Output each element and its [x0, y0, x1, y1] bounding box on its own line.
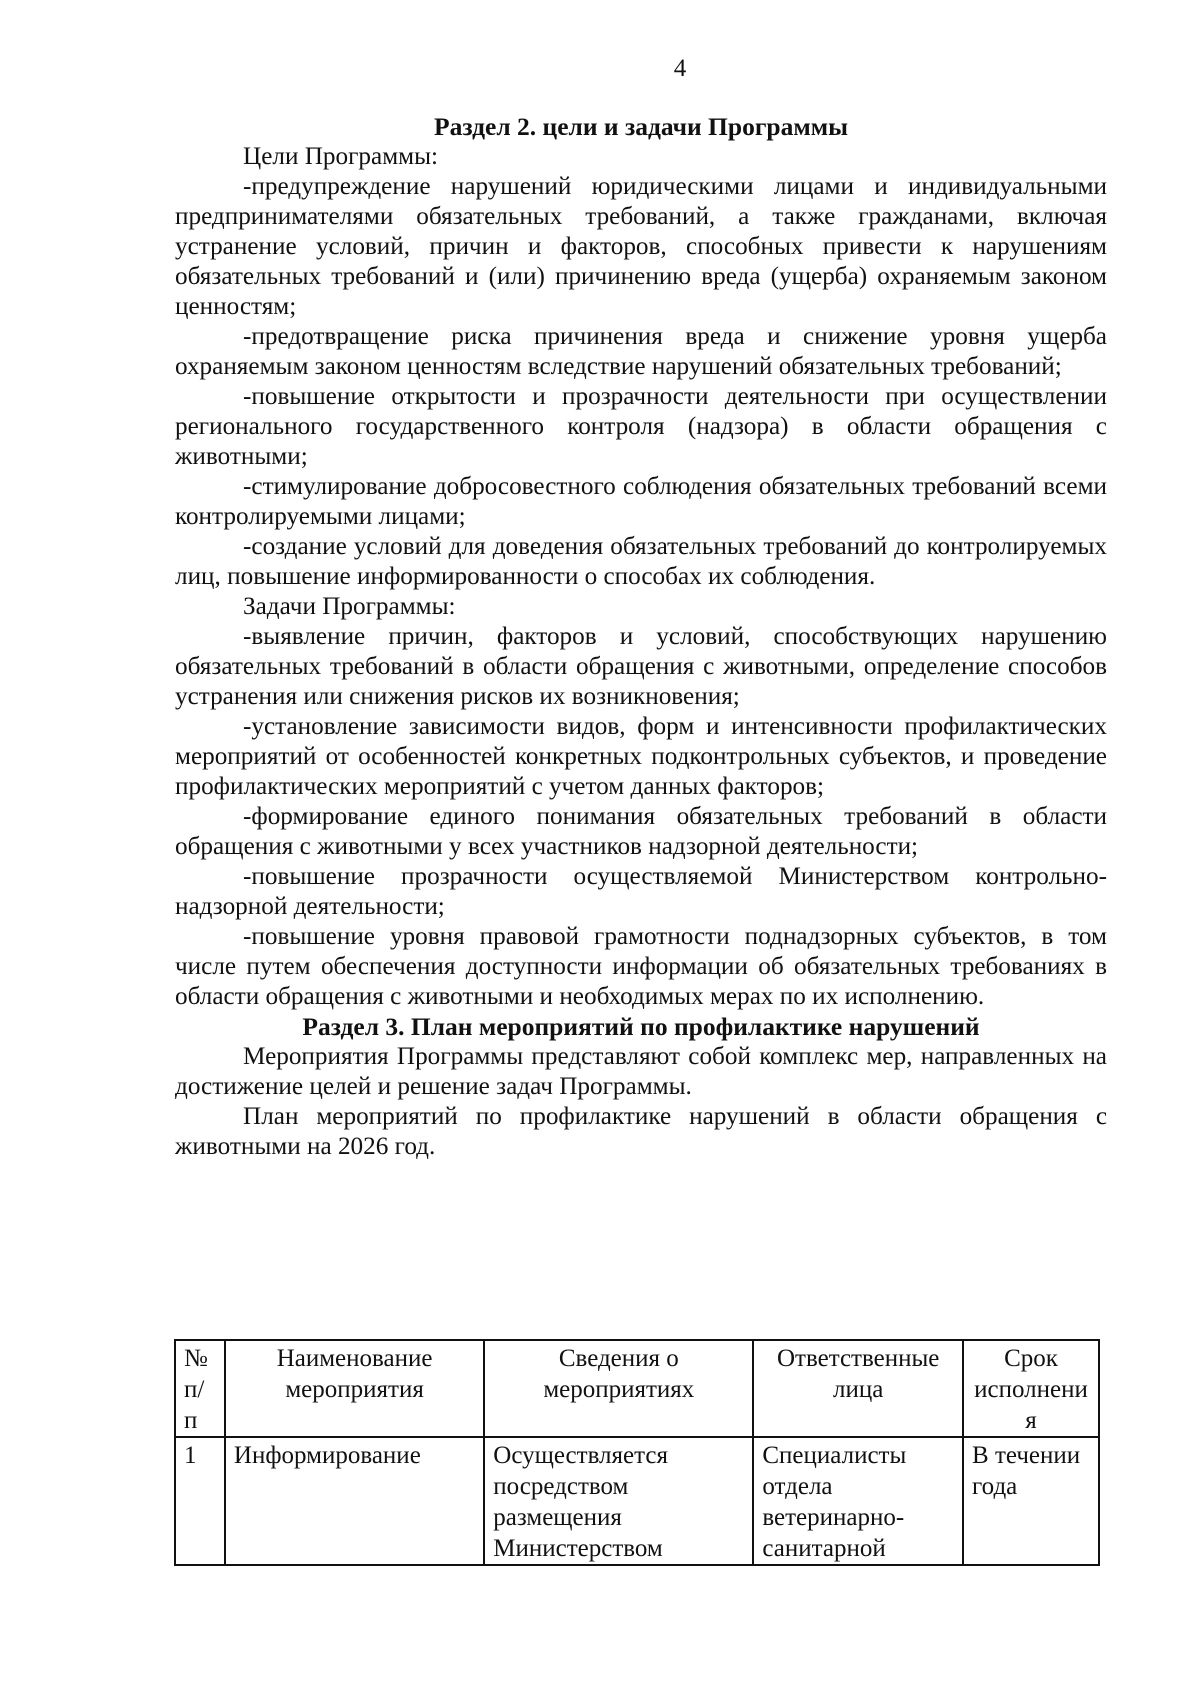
section-3-title: Раздел 3. План мероприятий по профилактике нарушений: [302, 1012, 980, 1041]
goals-label: Цели Программы:: [243, 143, 438, 170]
plan-intro: План мероприятий по профилактике нарушений в области обращения с животными на 2026 год.: [175, 1103, 1107, 1160]
goal-item: -создание условий для доведения обязательных требований до контролируемых лиц, повышение информированности о способах их соблюдения.: [175, 533, 1107, 590]
task-item: -выявление причин, факторов и условий, способствующих нарушению обязательных требований в области обращения с животными, определение способов устранения или снижения рисков их возникновения;: [175, 623, 1107, 710]
goal-item: -стимулирование добросовестного соблюдения обязательных требований всеми контролируемыми лицами;: [175, 473, 1107, 530]
goal-item: -предупреждение нарушений юридическими лицами и индивидуальными предпринимателями обязательных требований, а также гражданами, включая устранение условий, причин и факторов, способных привести к нарушениям обязательных требований и (или) причинению вреда (ущерба) охраняемым законом ценностям;: [175, 173, 1107, 320]
goal-item: -предотвращение риска причинения вреда и снижение уровня ущерба охраняемым законом ценностям вследствие нарушений обязательных требований;: [175, 323, 1107, 380]
task-item: -формирование единого понимания обязательных требований в области обращения с животными у всех участников надзорной деятельности;: [175, 803, 1107, 860]
task-item: -повышение прозрачности осуществляемой Министерством контрольно-надзорной деятельности;: [175, 863, 1107, 920]
goal-item: -повышение открытости и прозрачности деятельности при осуществлении регионального государственного контроля (надзора) в области обращения с животными;: [175, 383, 1107, 470]
section-2-title: Раздел 2. цели и задачи Программы: [434, 112, 848, 141]
cell-term: В течении года: [963, 1437, 1099, 1565]
table-header-row: [175, 1340, 1099, 1437]
section-3-intro: Мероприятия Программы представляют собой комплекс мер, направленных на достижение целей и решение задач Программы.: [175, 1043, 1107, 1100]
cell-num: 1: [175, 1437, 225, 1565]
tasks-label: Задачи Программы:: [243, 593, 456, 620]
header-name: Наименование мероприятия: [225, 1340, 484, 1437]
header-info: Сведения о мероприятиях: [484, 1340, 753, 1437]
plan-table: [174, 1339, 1100, 1566]
cell-name: Информирование: [225, 1437, 484, 1565]
header-term: Срок исполнени я: [963, 1340, 1099, 1437]
table-row: [175, 1437, 1099, 1565]
task-item: -повышение уровня правовой грамотности поднадзорных субъектов, в том числе путем обеспечения доступности информации об обязательных требованиях в области обращения с животными и необходимых мерах по их исполнению.: [175, 923, 1107, 1010]
header-responsible: Ответственные лица: [753, 1340, 963, 1437]
cell-info: Осуществляется посредством размещения Министерством: [484, 1437, 753, 1565]
cell-responsible: Специалисты отдела ветеринарно- санитарной: [753, 1437, 963, 1565]
header-num: № п/ п: [175, 1340, 225, 1437]
task-item: -установление зависимости видов, форм и интенсивности профилактических мероприятий от особенностей конкретных подконтрольных субъектов, и проведение профилактических мероприятий с учетом данных факторов;: [175, 713, 1107, 800]
page-number: 4: [673, 55, 687, 82]
page-content: [175, 112, 1107, 1162]
